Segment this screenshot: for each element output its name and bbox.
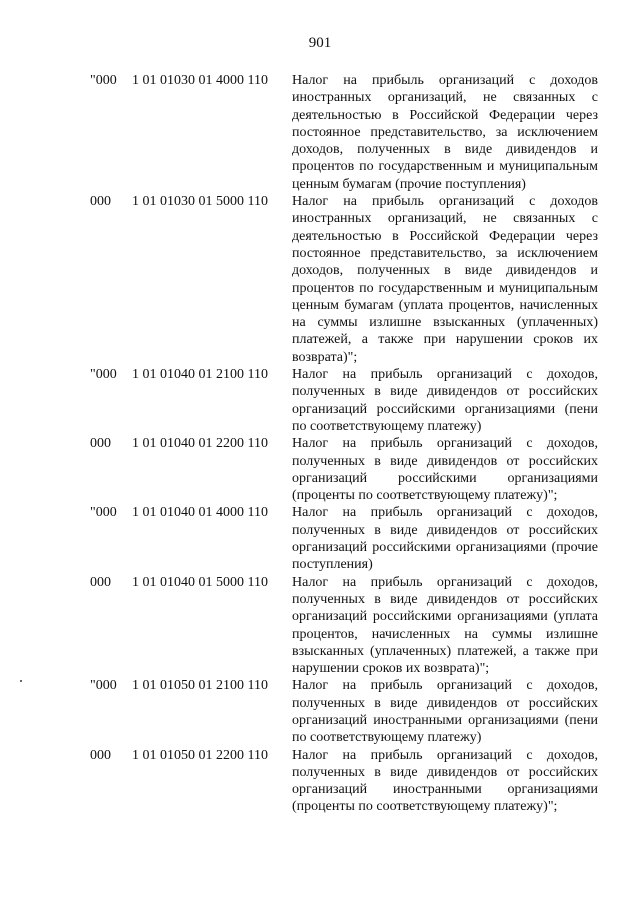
budget-classification-code: 1 01 01040 01 2200 110 [132, 436, 268, 452]
budget-classification-code: 1 01 01040 01 5000 110 [132, 574, 268, 590]
income-description: Налог на прибыль организаций с доходов, полученных в виде дивидендов от российских организаций российскими организациями (прочие поступления) [292, 505, 598, 573]
budget-classification-code: 1 01 01030 01 5000 110 [132, 194, 268, 210]
income-description: Налог на прибыль организаций с доходов, полученных в виде дивидендов от российских организаций иностранными организациями (проценты по соответствующему платежу)"; [292, 747, 598, 815]
budget-code-list [90, 72, 598, 816]
income-description: Налог на прибыль организаций с доходов иностранных организаций, не связанных с деятельностью в Российской Федерации через постоянное представительство, за исключением доходов, полученных в виде дивидендов и процентов по государственным и муниципальным ценным бумагам (уплата процентов, начисленных на суммы излишне взысканных (уплаченных) платежей, а также при нарушении сроков их возврата)"; [292, 194, 598, 365]
admin-code: "000 [90, 505, 117, 521]
list-item [90, 435, 598, 504]
scan-speck [20, 680, 22, 682]
admin-code: 000 [90, 194, 111, 210]
list-item [90, 504, 598, 573]
list-item [90, 366, 598, 435]
income-description: Налог на прибыль организаций с доходов, полученных в виде дивидендов от российских организаций иностранными организациями (пени по соответствующему платежу) [292, 678, 598, 746]
list-item [90, 72, 598, 193]
budget-classification-code: 1 01 01040 01 2100 110 [132, 367, 268, 383]
income-description: Налог на прибыль организаций с доходов, полученных в виде дивидендов от российских организаций российскими организациями (уплата процентов, начисленных на суммы излишне взысканных (уплаченных) платежей, а также при нарушении сроков их возврата)"; [292, 574, 598, 677]
income-description: Налог на прибыль организаций с доходов, полученных в виде дивидендов от российских организаций российскими организациями (пени по соответствующему платежу) [292, 367, 598, 434]
income-description: Налог на прибыль организаций с доходов, полученных в виде дивидендов от российских организаций российскими организациями (проценты по соответствующему платежу)"; [292, 436, 598, 504]
budget-classification-code: 1 01 01050 01 2100 110 [132, 678, 268, 694]
admin-code: 000 [90, 436, 111, 452]
list-item [90, 677, 598, 746]
page-number: 901 [308, 35, 332, 51]
list-item [90, 193, 598, 366]
admin-code: 000 [90, 574, 111, 590]
budget-classification-code: 1 01 01050 01 2200 110 [132, 747, 268, 763]
admin-code: 000 [90, 747, 111, 763]
admin-code: "000 [90, 73, 117, 88]
budget-classification-code: 1 01 01040 01 4000 110 [132, 505, 268, 521]
budget-classification-code: 1 01 01030 01 4000 110 [132, 73, 268, 88]
admin-code: "000 [90, 678, 117, 694]
income-description: Налог на прибыль организаций с доходов иностранных организаций, не связанных с деятельностью в Российской Федерации через постоянное представительство, за исключением доходов, полученных в виде дивидендов и процентов по государственным и муниципальным ценным бумагам (прочие поступления) [292, 73, 598, 192]
list-item [90, 747, 598, 816]
admin-code: "000 [90, 367, 117, 383]
list-item [90, 574, 598, 678]
